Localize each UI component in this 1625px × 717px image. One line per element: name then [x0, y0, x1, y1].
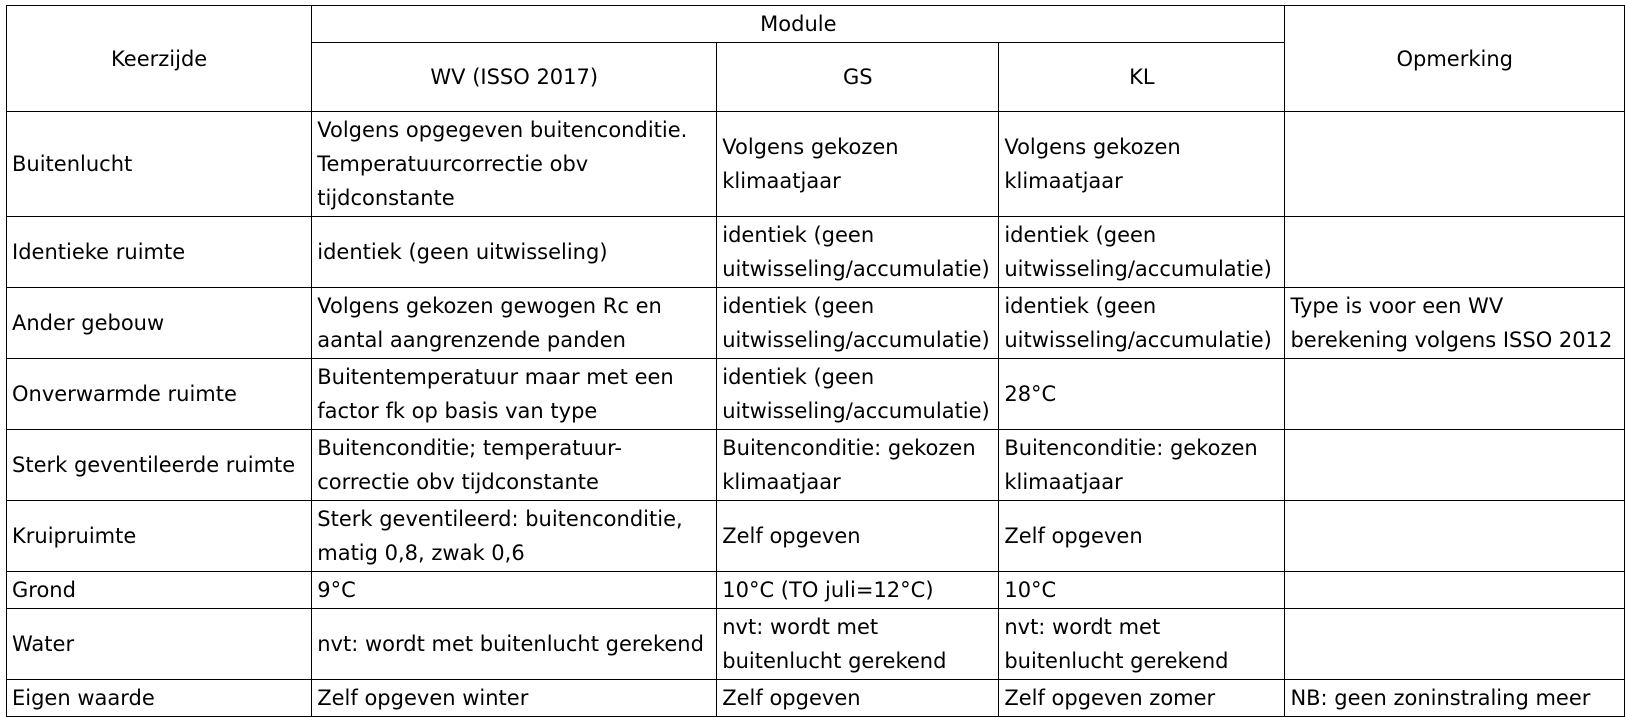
cell-gs: Zelf opgeven	[717, 501, 999, 572]
cell-keerzijde: Onverwarmde ruimte	[7, 359, 312, 430]
cell-wv: Volgens opgegeven buitenconditie. Temperatuurcorrectie obv tijdconstante	[312, 112, 717, 217]
cell-kl: Zelf opgeven zomer	[999, 680, 1285, 717]
cell-keerzijde: Water	[7, 609, 312, 680]
cell-kl: Volgens gekozen klimaatjaar	[999, 112, 1285, 217]
cell-opmerking: Type is voor een WV berekening volgens ISSO 2012	[1285, 288, 1625, 359]
cell-gs: Zelf opgeven	[717, 680, 999, 717]
cell-wv: 9°C	[312, 572, 717, 609]
table-row	[7, 217, 1625, 288]
cell-opmerking	[1285, 359, 1625, 430]
cell-gs: 10°C (TO juli=12°C)	[717, 572, 999, 609]
header-module: Module	[312, 6, 1285, 43]
cell-keerzijde: Sterk geventileerde ruimte	[7, 430, 312, 501]
header-wv: WV (ISSO 2017)	[312, 43, 717, 112]
cell-kl: 10°C	[999, 572, 1285, 609]
cell-wv: Sterk geventileerd: buitenconditie, matig 0,8, zwak 0,6	[312, 501, 717, 572]
cell-kl: identiek (geen uitwisseling/accumulatie)	[999, 217, 1285, 288]
cell-keerzijde: Kruipruimte	[7, 501, 312, 572]
cell-kl: nvt: wordt met buitenlucht gerekend	[999, 609, 1285, 680]
cell-gs: Volgens gekozen klimaatjaar	[717, 112, 999, 217]
cell-gs: Buitenconditie: gekozen klimaatjaar	[717, 430, 999, 501]
table-row	[7, 112, 1625, 217]
cell-wv: Buitentemperatuur maar met een factor fk op basis van type	[312, 359, 717, 430]
cell-kl: 28°C	[999, 359, 1285, 430]
header-gs: GS	[717, 43, 999, 112]
table-row	[7, 430, 1625, 501]
table-row	[7, 609, 1625, 680]
table-row	[7, 288, 1625, 359]
cell-gs: nvt: wordt met buitenlucht gerekend	[717, 609, 999, 680]
cell-opmerking: NB: geen zoninstraling meer	[1285, 680, 1625, 717]
keerzijde-table	[6, 5, 1625, 717]
cell-keerzijde: Eigen waarde	[7, 680, 312, 717]
cell-opmerking	[1285, 501, 1625, 572]
cell-opmerking	[1285, 572, 1625, 609]
header-keerzijde: Keerzijde	[7, 6, 312, 112]
cell-opmerking	[1285, 430, 1625, 501]
cell-gs: identiek (geen uitwisseling/accumulatie)	[717, 217, 999, 288]
table-row	[7, 501, 1625, 572]
cell-kl: Buitenconditie: gekozen klimaatjaar	[999, 430, 1285, 501]
cell-wv: identiek (geen uitwisseling)	[312, 217, 717, 288]
cell-wv: nvt: wordt met buitenlucht gerekend	[312, 609, 717, 680]
table-row	[7, 572, 1625, 609]
cell-kl: identiek (geen uitwisseling/accumulatie)	[999, 288, 1285, 359]
cell-opmerking	[1285, 217, 1625, 288]
cell-opmerking	[1285, 112, 1625, 217]
header-opmerking: Opmerking	[1285, 6, 1625, 112]
cell-opmerking	[1285, 609, 1625, 680]
cell-wv: Buitenconditie; temperatuur- correctie obv tijdconstante	[312, 430, 717, 501]
table-row	[7, 359, 1625, 430]
cell-gs: identiek (geen uitwisseling/accumulatie)	[717, 288, 999, 359]
table-row	[7, 680, 1625, 717]
cell-kl: Zelf opgeven	[999, 501, 1285, 572]
header-kl: KL	[999, 43, 1285, 112]
cell-wv: Volgens gekozen gewogen Rc en aantal aangrenzende panden	[312, 288, 717, 359]
cell-gs: identiek (geen uitwisseling/accumulatie)	[717, 359, 999, 430]
cell-keerzijde: Grond	[7, 572, 312, 609]
cell-keerzijde: Buitenlucht	[7, 112, 312, 217]
header-row-top	[7, 6, 1625, 43]
cell-keerzijde: Ander gebouw	[7, 288, 312, 359]
cell-keerzijde: Identieke ruimte	[7, 217, 312, 288]
cell-wv: Zelf opgeven winter	[312, 680, 717, 717]
